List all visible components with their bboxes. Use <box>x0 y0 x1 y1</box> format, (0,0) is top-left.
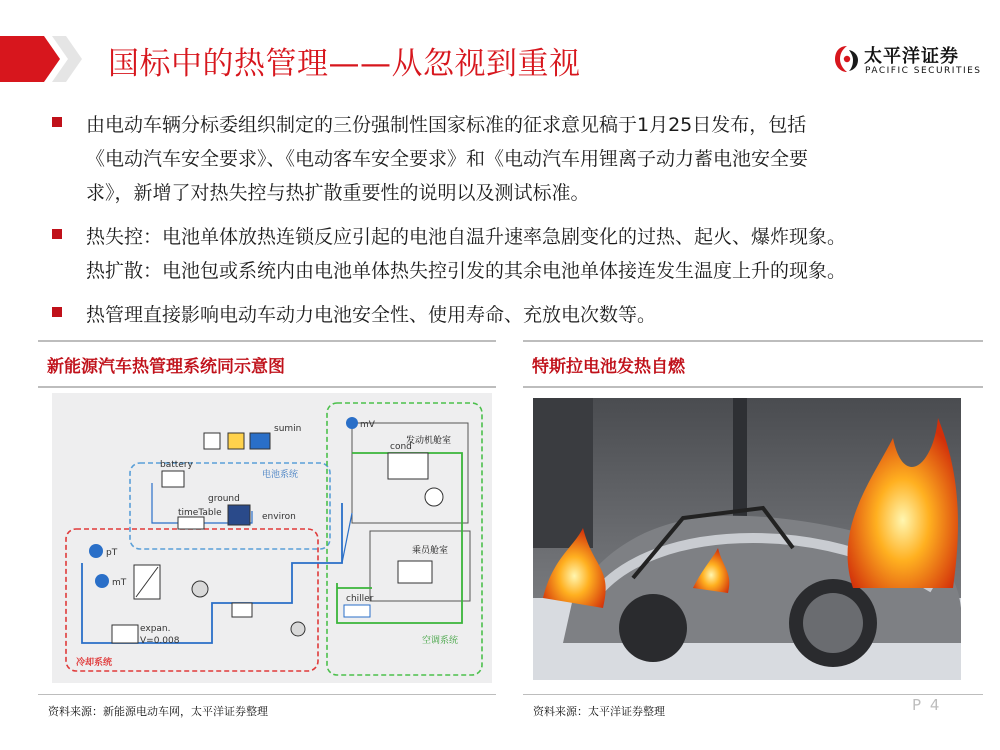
cabin-label: 乘员舱室 <box>412 546 449 556</box>
bullet-line: 热失控：电池单体放热连锁反应引起的电池自温升速率急剧变化的过热、起火、爆炸现象。 <box>86 226 847 248</box>
bullet-line: 热扩散：电池包或系统内由电池单体热失控引发的其余电池单体接连发生温度上升的现象。 <box>86 260 847 282</box>
mt-label: mT <box>112 578 127 588</box>
battery-system-label: 电池系统 <box>262 470 299 480</box>
bullet-marker <box>52 307 62 317</box>
background-structure <box>533 398 593 548</box>
mv-sensor-icon <box>346 417 358 429</box>
bullet-line: 《电动汽车安全要求》、《电动客车安全要求》和《电动汽车用锂离子动力蓄电池安全要 <box>86 148 809 170</box>
thermal-management-diagram <box>52 393 492 683</box>
bullet-item-definitions <box>48 220 978 288</box>
timetable-block <box>178 517 204 529</box>
diagram-panel <box>38 340 496 388</box>
table-block <box>228 433 244 449</box>
sum-block <box>204 433 220 449</box>
pt-sensor-icon <box>89 544 103 558</box>
environ-label: environ <box>262 512 296 522</box>
cond-label: cond <box>390 442 412 452</box>
bullet-item-standards <box>48 108 978 210</box>
battery-module <box>228 505 250 525</box>
chiller-block <box>344 605 370 617</box>
battery-label: battery <box>160 460 193 470</box>
cooling-system-outline <box>66 529 318 671</box>
page-number: P 4 <box>912 696 942 714</box>
sumin-label: sumin <box>274 424 302 434</box>
photo-panel-heading: 特斯拉电池发热自燃 <box>532 357 685 377</box>
logo-name-en: PACIFIC SECURITIES <box>865 66 982 76</box>
pt-label: pT <box>106 548 118 558</box>
volume-label: V=0.008 <box>140 636 180 646</box>
engine-compartment-label: 发动机舱室 <box>406 436 452 446</box>
compressor-icon <box>291 622 305 636</box>
page-title: 国标中的热管理——从忽视到重视 <box>108 46 581 82</box>
fan-icon <box>425 488 443 506</box>
logo-name-cn: 太平洋证券 <box>864 46 959 67</box>
panel-heading-rule <box>523 386 983 388</box>
bullet-marker <box>52 229 62 239</box>
bullet-line: 由电动车辆分标委组织制定的三份强制性国家标准的征求意见稿于1月25日发布，包括 <box>86 114 807 136</box>
cooling-system-label: 冷却系统 <box>76 658 113 668</box>
panel-heading-rule <box>38 386 496 388</box>
cabin-hvac-block <box>398 561 432 583</box>
bullet-line: 热管理直接影响电动车动力电池安全性、使用寿命、充放电次数等。 <box>86 304 657 326</box>
bullet-line: 求》，新增了对热失控与热扩散重要性的说明以及测试标准。 <box>86 182 590 204</box>
mt-sensor-icon <box>95 574 109 588</box>
ground-label: ground <box>208 494 240 504</box>
valve-block <box>232 603 252 617</box>
ac-system-label: 空调系统 <box>422 636 459 646</box>
header-chevron-decoration <box>0 36 82 82</box>
expan-label: expan. <box>140 624 171 634</box>
coolant-pipe <box>82 503 342 643</box>
right-source-note: 资料来源：太平洋证券整理 <box>533 705 665 718</box>
expansion-tank <box>112 625 138 643</box>
left-footer-rule <box>38 694 496 695</box>
mv-label: mV <box>360 420 375 430</box>
burning-car-photo <box>533 398 961 680</box>
chiller-label: chiller <box>346 594 374 604</box>
diagram-panel-heading: 新能源汽车热管理系统同示意图 <box>47 357 285 377</box>
photo-panel <box>523 340 983 388</box>
right-footer-rule <box>523 694 983 695</box>
company-logo <box>834 42 984 82</box>
rear-wheel <box>619 594 687 662</box>
bullet-item-impact <box>48 298 978 332</box>
front-rim <box>803 593 863 653</box>
thermal-diagram-svg <box>52 393 492 683</box>
cond-block <box>388 453 428 479</box>
timetable-label: timeTable <box>178 508 222 518</box>
bullet-list <box>48 108 978 342</box>
pump-icon <box>192 581 208 597</box>
burning-car-illustration <box>533 398 961 680</box>
battery-block <box>162 471 184 487</box>
bullet-marker <box>52 117 62 127</box>
left-source-note: 资料来源：新能源电动车网，太平洋证券整理 <box>48 705 268 718</box>
pacific-logo-icon <box>834 44 860 74</box>
connector-pipe <box>342 513 352 563</box>
signal-block <box>250 433 270 449</box>
